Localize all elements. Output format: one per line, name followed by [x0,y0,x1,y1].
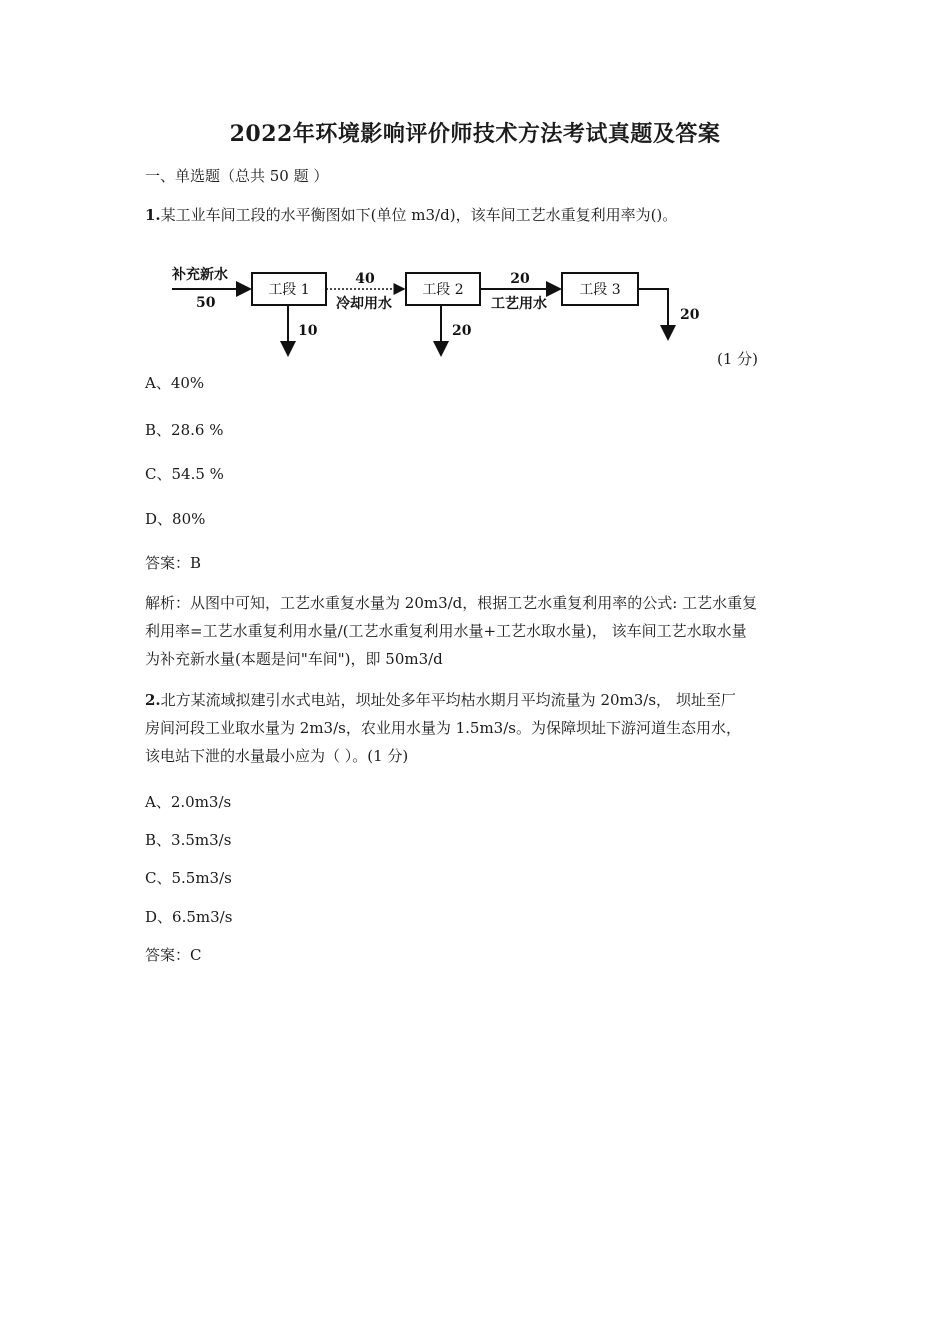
question-2-option-d: D、6.5m3/s [145,908,233,926]
question-1-answer: 答案：B [145,554,202,572]
question-1-score: (1 分) [717,350,759,368]
process-box-3-label: 工段 3 [579,282,621,298]
question-2-option-b: B、3.5m3/s [145,831,232,849]
process-box-1-label: 工段 1 [268,282,310,298]
question-2-stem-line-2: 房间河段工业取水量为 2m3/s，农业用水量为 1.5m3/s。为保障坝址下游河道生态用水， [145,719,741,737]
question-2-option-a: A、2.0m3/s [145,793,232,811]
question-1-number: 1. [145,206,161,224]
loss-value-3: 20 [680,307,700,323]
cooling-water-value: 40 [355,271,375,287]
question-1-analysis-line-1: 解析：从图中可知，工艺水重复水量为 20m3/d，根据工艺水重复利用率的公式: 工艺水重复 [145,594,758,612]
question-1-option-d: D、80% [145,510,206,528]
question-1-analysis-line-3: 为补充新水量(本题是问"车间")，即 50m3/d [145,650,443,668]
water-balance-diagram [168,237,713,362]
section-header: 一、单选题（总共 50 题 ） [145,167,329,185]
question-1-option-b: B、28.6 % [145,421,224,439]
cooling-water-label: 冷却用水 [336,296,392,312]
document-title: 2022年环境影响评价师技术方法考试真题及答案 [229,121,721,147]
process-box-2-label: 工段 2 [422,282,464,298]
question-2-stem-line-3: 该电站下泄的水量最小应为（ ）。(1 分) [145,747,409,765]
makeup-water-value: 50 [196,295,216,311]
process-water-label: 工艺用水 [491,296,547,312]
question-2-number: 2. [145,691,161,709]
makeup-water-label: 补充新水 [172,267,228,283]
question-2-option-c: C、5.5m3/s [145,869,232,887]
process-water-value: 20 [510,271,530,287]
question-2-text-1: 北方某流域拟建引水式电站，坝址处多年平均枯水期月平均流量为 20m3/s， 坝址至厂 [160,691,736,709]
loss-value-2: 20 [452,323,472,339]
question-1-analysis-line-2: 利用率=工艺水重复利用水量/(工艺水重复利用水量+工艺水取水量)， 该车间工艺水取水量 [145,622,747,640]
loss-value-1: 10 [298,323,318,339]
question-1-option-c: C、54.5 % [145,465,224,483]
question-2-stem-line-1 [145,689,736,710]
question-1-option-a: A、40% [145,374,205,392]
question-1-stem [145,204,677,225]
question-1-text: 某工业车间工段的水平衡图如下(单位 m3/d)，该车间工艺水重复利用率为()。 [160,206,678,224]
question-2-answer: 答案：C [145,946,202,964]
